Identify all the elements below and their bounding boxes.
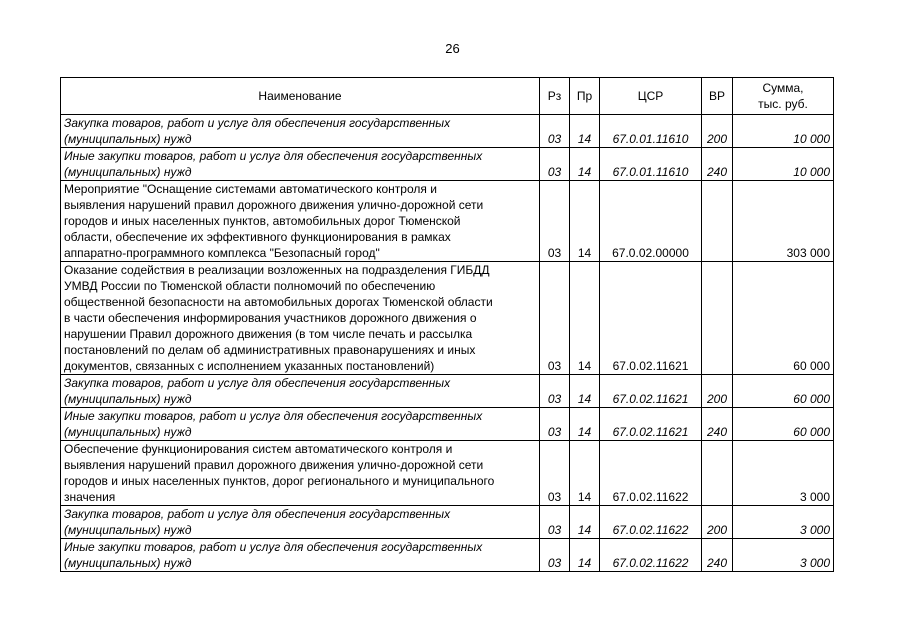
cell-name-line: области, обеспечение их эффективного функционирования в рамках: [64, 230, 451, 244]
cell-rz: 03: [540, 181, 570, 262]
cell-name-line: (муниципальных) нужд: [64, 165, 192, 179]
cell-name-line: Закупка товаров, работ и услуг для обеспечения государственных: [64, 376, 451, 390]
cell-csr: 67.0.02.11621: [600, 375, 702, 408]
cell-name-line: выявления нарушений правил дорожного движения улично-дорожной сети: [64, 198, 484, 212]
cell-vr: [702, 441, 733, 506]
cell-sum: 10 000: [733, 115, 834, 148]
cell-sum: 60 000: [733, 408, 834, 441]
cell-name-line: городов и иных населенных пунктов, дорог регионального и муниципального: [64, 474, 495, 488]
cell-sum: 3 000: [733, 441, 834, 506]
cell-pr: 14: [570, 262, 600, 375]
cell-rz: 03: [540, 115, 570, 148]
cell-vr: 240: [702, 148, 733, 181]
cell-vr: [702, 181, 733, 262]
header-csr: ЦСР: [600, 78, 702, 115]
cell-pr: 14: [570, 539, 600, 572]
cell-rz: 03: [540, 408, 570, 441]
table-row: [61, 181, 834, 262]
cell-sum: 3 000: [733, 539, 834, 572]
cell-pr: 14: [570, 115, 600, 148]
table-row: [61, 441, 834, 506]
cell-rz: 03: [540, 262, 570, 375]
cell-name-line: (муниципальных) нужд: [64, 523, 192, 537]
cell-name-line: (муниципальных) нужд: [64, 425, 192, 439]
cell-name-line: выявления нарушений правил дорожного движения улично-дорожной сети: [64, 458, 484, 472]
cell-csr: 67.0.02.11622: [600, 506, 702, 539]
cell-rz: 03: [540, 441, 570, 506]
cell-name-line: городов и иных населенных пунктов, автомобильных дорог Тюменской: [64, 214, 461, 228]
cell-pr: 14: [570, 148, 600, 181]
cell-pr: 14: [570, 375, 600, 408]
cell-vr: 240: [702, 539, 733, 572]
table-row: [61, 115, 834, 148]
cell-sum: 60 000: [733, 262, 834, 375]
cell-name-line: Закупка товаров, работ и услуг для обеспечения государственных: [64, 116, 451, 130]
cell-name-line: постановлений по делам об административных правонарушениях и иных: [64, 343, 476, 357]
table-row: [61, 262, 834, 375]
header-vr: ВР: [702, 78, 733, 115]
table-row: [61, 148, 834, 181]
cell-name-line: (муниципальных) нужд: [64, 556, 192, 570]
cell-sum: 3 000: [733, 506, 834, 539]
cell-name: [61, 506, 540, 539]
budget-table: [60, 77, 834, 572]
cell-sum: 303 000: [733, 181, 834, 262]
header-rz: Рз: [540, 78, 570, 115]
header-name: Наименование: [61, 78, 540, 115]
cell-name-line: Иные закупки товаров, работ и услуг для обеспечения государственных: [64, 149, 483, 163]
cell-name: [61, 539, 540, 572]
header-sum-line1: Сумма,: [762, 81, 804, 95]
cell-csr: 67.0.02.11621: [600, 262, 702, 375]
cell-rz: 03: [540, 539, 570, 572]
cell-name-line: Мероприятие "Оснащение системами автоматического контроля и: [64, 182, 437, 196]
table-row: [61, 408, 834, 441]
header-pr: Пр: [570, 78, 600, 115]
cell-name: [61, 181, 540, 262]
cell-name-line: (муниципальных) нужд: [64, 392, 192, 406]
cell-rz: 03: [540, 148, 570, 181]
cell-name-line: УМВД России по Тюменской области полномочий по обеспечению: [64, 279, 436, 293]
cell-sum: 60 000: [733, 375, 834, 408]
cell-pr: 14: [570, 408, 600, 441]
table-header-row: [61, 78, 834, 115]
cell-name-line: Обеспечение функционирования систем автоматического контроля и: [64, 442, 453, 456]
cell-pr: 14: [570, 506, 600, 539]
cell-name: [61, 408, 540, 441]
cell-sum: 10 000: [733, 148, 834, 181]
cell-name: [61, 262, 540, 375]
cell-name: [61, 375, 540, 408]
header-sum-line2: тыс. руб.: [758, 97, 808, 111]
cell-name-line: документов, связанных с исполнением указанных постановлений): [64, 359, 435, 373]
cell-vr: 240: [702, 408, 733, 441]
cell-name: [61, 115, 540, 148]
cell-csr: 67.0.01.11610: [600, 148, 702, 181]
cell-vr: 200: [702, 115, 733, 148]
cell-csr: 67.0.02.11621: [600, 408, 702, 441]
table-row: [61, 375, 834, 408]
header-sum: [733, 78, 834, 115]
cell-csr: 67.0.02.11622: [600, 441, 702, 506]
page-number: 26: [445, 41, 460, 56]
cell-vr: 200: [702, 506, 733, 539]
cell-name-line: Иные закупки товаров, работ и услуг для обеспечения государственных: [64, 409, 483, 423]
cell-rz: 03: [540, 375, 570, 408]
cell-csr: 67.0.01.11610: [600, 115, 702, 148]
cell-name-line: значения: [64, 490, 116, 504]
cell-name-line: нарушении Правил дорожного движения (в том числе печать и рассылка: [64, 327, 473, 341]
table-row: [61, 506, 834, 539]
cell-vr: 200: [702, 375, 733, 408]
cell-csr: 67.0.02.00000: [600, 181, 702, 262]
cell-name-line: Оказание содействия в реализации возложенных на подразделения ГИБДД: [64, 263, 490, 277]
cell-name-line: общественной безопасности на автомобильных дорогах Тюменской области: [64, 295, 493, 309]
cell-vr: [702, 262, 733, 375]
cell-name-line: Иные закупки товаров, работ и услуг для обеспечения государственных: [64, 540, 483, 554]
cell-name-line: аппаратно-программного комплекса "Безопасный город": [64, 246, 380, 260]
cell-name-line: Закупка товаров, работ и услуг для обеспечения государственных: [64, 507, 451, 521]
cell-pr: 14: [570, 181, 600, 262]
cell-rz: 03: [540, 506, 570, 539]
table-row: [61, 539, 834, 572]
cell-name-line: в части обеспечения информирования участников дорожного движения о: [64, 311, 477, 325]
cell-name: [61, 148, 540, 181]
cell-name: [61, 441, 540, 506]
cell-name-line: (муниципальных) нужд: [64, 132, 192, 146]
cell-pr: 14: [570, 441, 600, 506]
cell-csr: 67.0.02.11622: [600, 539, 702, 572]
